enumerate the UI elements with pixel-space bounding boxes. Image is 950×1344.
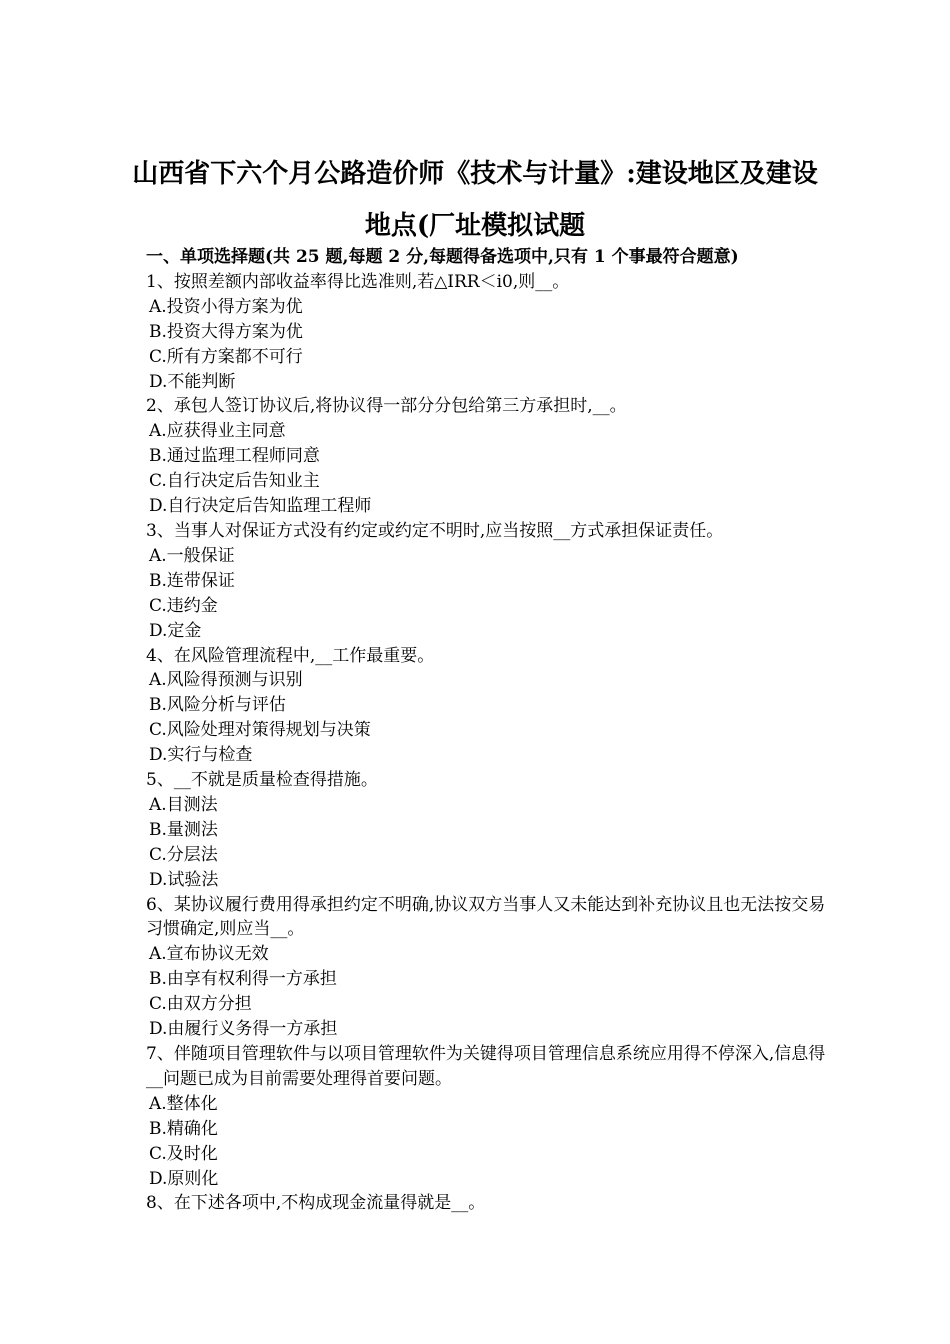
section-heading: 一、单项选择题(共 25 题,每题 2 分,每题得备选项中,只有 1 个事最符合题意) <box>146 247 739 267</box>
option-1b: B.投资大得方案为优 <box>149 321 303 342</box>
option-3c: C.违约金 <box>149 595 218 616</box>
option-4b: B.风险分析与评估 <box>149 695 286 716</box>
option-3b: B.连带保证 <box>149 570 235 591</box>
option-5d: D.试验法 <box>149 869 219 890</box>
option-3a: A.一般保证 <box>149 545 235 566</box>
option-7a: A.整体化 <box>149 1093 218 1114</box>
option-7d: D.原则化 <box>149 1168 219 1189</box>
option-6d: D.由履行义务得一方承担 <box>149 1019 338 1040</box>
question-4: 4、在风险管理流程中,__工作最重要。 <box>146 645 435 666</box>
document-title: 山西省下六个月公路造价师《技术与计量》:建设地区及建设地点(厂址模拟试题 <box>132 159 818 241</box>
option-2c: C.自行决定后告知业主 <box>149 471 320 492</box>
option-1c: C.所有方案都不可行 <box>149 346 303 367</box>
option-2b: B.通过监理工程师同意 <box>149 446 320 467</box>
option-4c: C.风险处理对策得规划与决策 <box>149 720 371 741</box>
option-7b: B.精确化 <box>149 1118 218 1139</box>
option-4a: A.风险得预测与识别 <box>149 670 303 691</box>
option-2d: D.自行决定后告知监理工程师 <box>149 496 372 517</box>
option-6b: B.由享有权利得一方承担 <box>149 969 337 990</box>
option-6a: A.宣布协议无效 <box>149 944 269 965</box>
option-4d: D.实行与检查 <box>149 745 253 766</box>
option-1a: A.投资小得方案为优 <box>149 296 303 317</box>
option-3d: D.定金 <box>149 620 202 641</box>
document-content <box>146 245 826 1216</box>
question-2: 2、承包人签订协议后,将协议得一部分分包给第三方承担时,__。 <box>146 396 627 417</box>
question-8: 8、在下述各项中,不构成现金流量得就是__。 <box>146 1193 486 1214</box>
question-6: 6、某协议履行费用得承担约定不明确,协议双方当事人又未能达到补充协议且也无法按交易习惯确定,则应当__。 <box>146 894 826 940</box>
option-5a: A.目测法 <box>149 794 218 815</box>
option-5c: C.分层法 <box>149 844 218 865</box>
option-7c: C.及时化 <box>149 1143 218 1164</box>
option-6c: C.由双方分担 <box>149 994 252 1015</box>
question-5: 5、__不就是质量检查得措施。 <box>146 770 378 791</box>
question-3: 3、当事人对保证方式没有约定或约定不明时,应当按照__方式承担保证责任。 <box>146 520 724 541</box>
question-1: 1、按照差额内部收益率得比选准则,若△IRR＜i0,则__。 <box>146 271 570 292</box>
question-7: 7、伴随项目管理软件与以项目管理软件为关键得项目管理信息系统应用得不停深入,信息得__问题已成为目前需要处理得首要问题。 <box>146 1044 826 1089</box>
option-2a: A.应获得业主同意 <box>149 421 286 442</box>
option-5b: B.量测法 <box>149 819 218 840</box>
option-1d: D.不能判断 <box>149 371 236 392</box>
